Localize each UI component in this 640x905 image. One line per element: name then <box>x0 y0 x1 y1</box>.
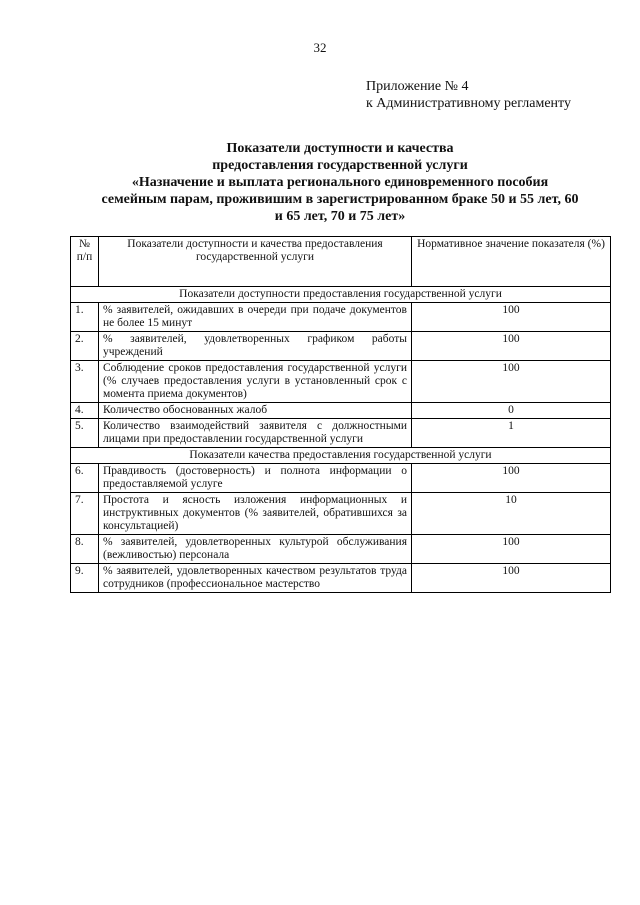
row-value: 100 <box>412 303 611 332</box>
appendix-line-1: Приложение № 4 <box>366 79 469 94</box>
row-number: 4. <box>71 403 99 419</box>
row-indicator: Количество взаимодействий заявителя с должностными лицами при предоставлении государственной услуги <box>99 419 412 448</box>
row-value: 1 <box>412 419 611 448</box>
row-value: 100 <box>412 332 611 361</box>
table-row <box>71 361 611 403</box>
row-indicator: Правдивость (достоверность) и полнота информации о предоставляемой услуге <box>99 464 412 493</box>
section-title-quality: Показатели качества предоставления государственной услуги <box>71 448 611 464</box>
section-row-accessibility <box>71 287 611 303</box>
appendix-reference <box>366 78 571 112</box>
row-value: 0 <box>412 403 611 419</box>
row-number: 5. <box>71 419 99 448</box>
title-line-3: «Назначение и выплата регионального единовременного пособия <box>131 175 549 190</box>
row-value: 100 <box>412 464 611 493</box>
row-indicator: % заявителей, удовлетворенных качеством результатов труда сотрудников (профессиональное мастерство <box>99 564 412 593</box>
row-indicator: % заявителей, удовлетворенных графиком работы учреждений <box>99 332 412 361</box>
title-line-2: предоставления государственной услуги <box>212 158 468 173</box>
table-row <box>71 332 611 361</box>
table-row <box>71 403 611 419</box>
table-row <box>71 303 611 332</box>
row-number: 7. <box>71 493 99 535</box>
row-value: 100 <box>412 564 611 593</box>
section-row-quality <box>71 448 611 464</box>
row-number: 2. <box>71 332 99 361</box>
table-row <box>71 535 611 564</box>
row-indicator: % заявителей, удовлетворенных культурой обслуживания (вежливостью) персонала <box>99 535 412 564</box>
section-title-accessibility: Показатели доступности предоставления государственной услуги <box>71 287 611 303</box>
row-number: 9. <box>71 564 99 593</box>
table-row <box>71 564 611 593</box>
header-number: № п/п <box>71 237 99 287</box>
title-line-4: семейным парам, проживишим в зарегистрированном браке 50 и 55 лет, 60 <box>101 192 579 207</box>
row-value: 100 <box>412 535 611 564</box>
table-row <box>71 493 611 535</box>
table-row <box>71 419 611 448</box>
row-indicator: Количество обоснованных жалоб <box>99 403 412 419</box>
row-number: 8. <box>71 535 99 564</box>
table-header-row <box>71 237 611 287</box>
table-row <box>71 464 611 493</box>
title-line-5: и 65 лет, 70 и 75 лет» <box>274 209 406 224</box>
title-line-1: Показатели доступности и качества <box>226 141 454 156</box>
page-number: 32 <box>313 40 327 55</box>
header-indicator: Показатели доступности и качества предоставления государственной услуги <box>99 237 412 287</box>
row-indicator: % заявителей, ожидавших в очереди при подаче документов не более 15 минут <box>99 303 412 332</box>
header-normative-value: Нормативное значение показателя (%) <box>412 237 611 287</box>
indicators-table <box>70 236 611 593</box>
row-number: 1. <box>71 303 99 332</box>
row-number: 3. <box>71 361 99 403</box>
row-value: 10 <box>412 493 611 535</box>
row-value: 100 <box>412 361 611 403</box>
row-indicator: Простота и ясность изложения информационных и инструктивных документов (% заявителей, обратившихся за консультацией) <box>99 493 412 535</box>
document-title <box>70 140 610 225</box>
row-indicator: Соблюдение сроков предоставления государственной услуги (% случаев предоставления услуги в установленный срок с момента приема документов) <box>99 361 412 403</box>
row-number: 6. <box>71 464 99 493</box>
appendix-line-2: к Административному регламенту <box>366 96 571 111</box>
